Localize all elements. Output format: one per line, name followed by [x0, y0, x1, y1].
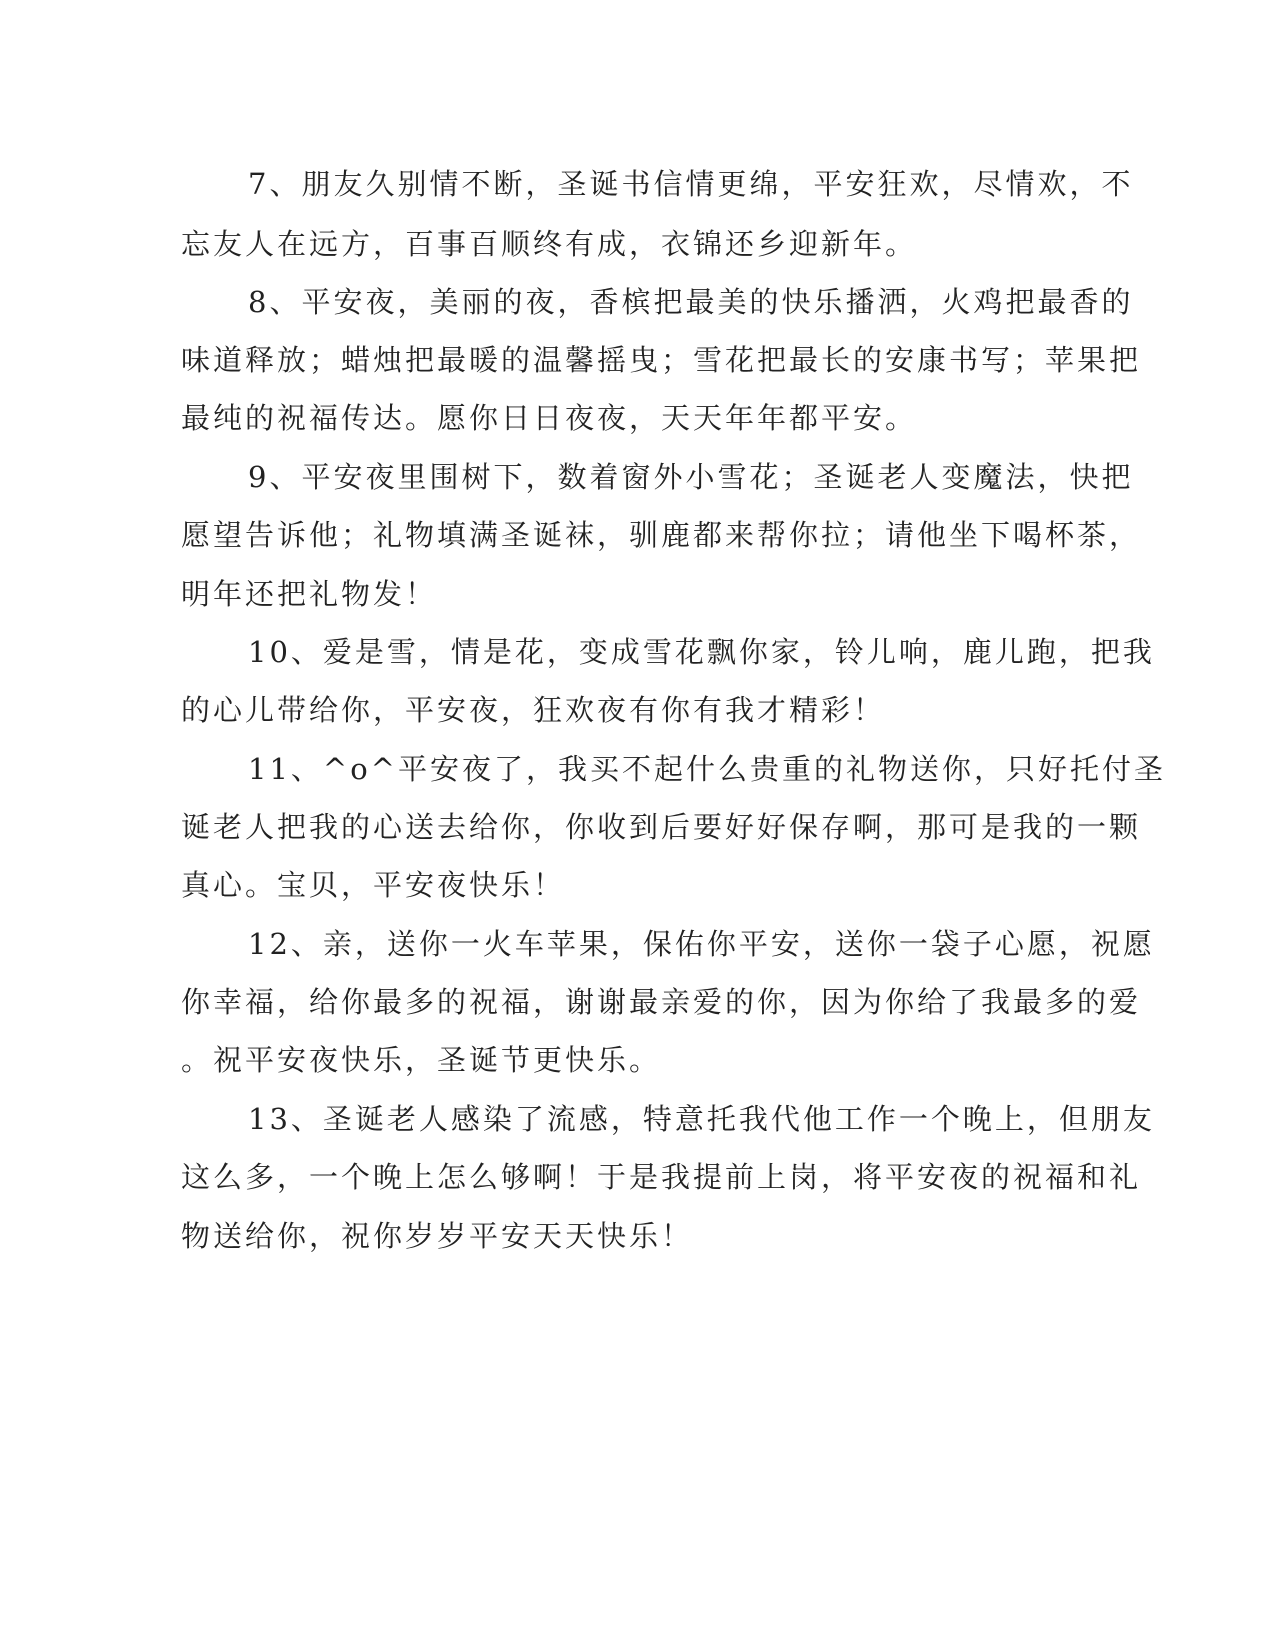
paragraph-11-line-2: 诞老人把我的心送去给你，你收到后要好好保存啊，那可是我的一颗	[181, 810, 1142, 844]
paragraph-9-line-1: 9、平安夜里围树下，数着窗外小雪花；圣诞老人变魔法，快把	[248, 460, 1134, 494]
paragraph-8-line-3: 最纯的祝福传达。愿你日日夜夜，天天年年都平安。	[181, 401, 918, 435]
paragraph-8-line-2: 味道释放；蜡烛把最暖的温馨摇曳；雪花把最长的安康书写；苹果把	[181, 343, 1142, 377]
paragraph-12-line-2: 你幸福，给你最多的祝福，谢谢最亲爱的你，因为你给了我最多的爱	[181, 985, 1142, 1019]
paragraph-13-line-1: 13、圣诞老人感染了流感，特意托我代他工作一个晚上，但朋友	[248, 1102, 1155, 1136]
paragraph-10-line-1: 10、爱是雪，情是花，变成雪花飘你家，铃儿响，鹿儿跑，把我	[248, 635, 1155, 669]
paragraph-9-line-3: 明年还把礼物发！	[181, 577, 438, 611]
paragraph-10-line-2: 的心儿带给你，平安夜，狂欢夜有你有我才精彩！	[181, 693, 886, 727]
paragraph-9-line-2: 愿望告诉他；礼物填满圣诞袜，驯鹿都来帮你拉；请他坐下喝杯茶，	[181, 518, 1142, 552]
paragraph-13-line-3: 物送给你，祝你岁岁平安天天快乐！	[181, 1219, 694, 1253]
paragraph-12-line-1: 12、亲，送你一火车苹果，保佑你平安，送你一袋子心愿，祝愿	[248, 927, 1155, 961]
paragraph-12-line-3: 。祝平安夜快乐，圣诞节更快乐。	[181, 1043, 662, 1077]
paragraph-11-line-1: 11、^o^平安夜了，我买不起什么贵重的礼物送你，只好托付圣	[248, 752, 1166, 786]
paragraph-8-line-1: 8、平安夜，美丽的夜，香槟把最美的快乐播洒，火鸡把最香的	[248, 285, 1134, 319]
paragraph-7-line-1: 7、朋友久别情不断，圣诞书信情更绵，平安狂欢，尽情欢，不	[248, 167, 1134, 201]
paragraph-13-line-2: 这么多，一个晚上怎么够啊！于是我提前上岗，将平安夜的祝福和礼	[181, 1160, 1142, 1194]
paragraph-7-line-2: 忘友人在远方，百事百顺终有成，衣锦还乡迎新年。	[181, 227, 918, 261]
paragraph-11-line-3: 真心。宝贝，平安夜快乐！	[181, 868, 566, 902]
